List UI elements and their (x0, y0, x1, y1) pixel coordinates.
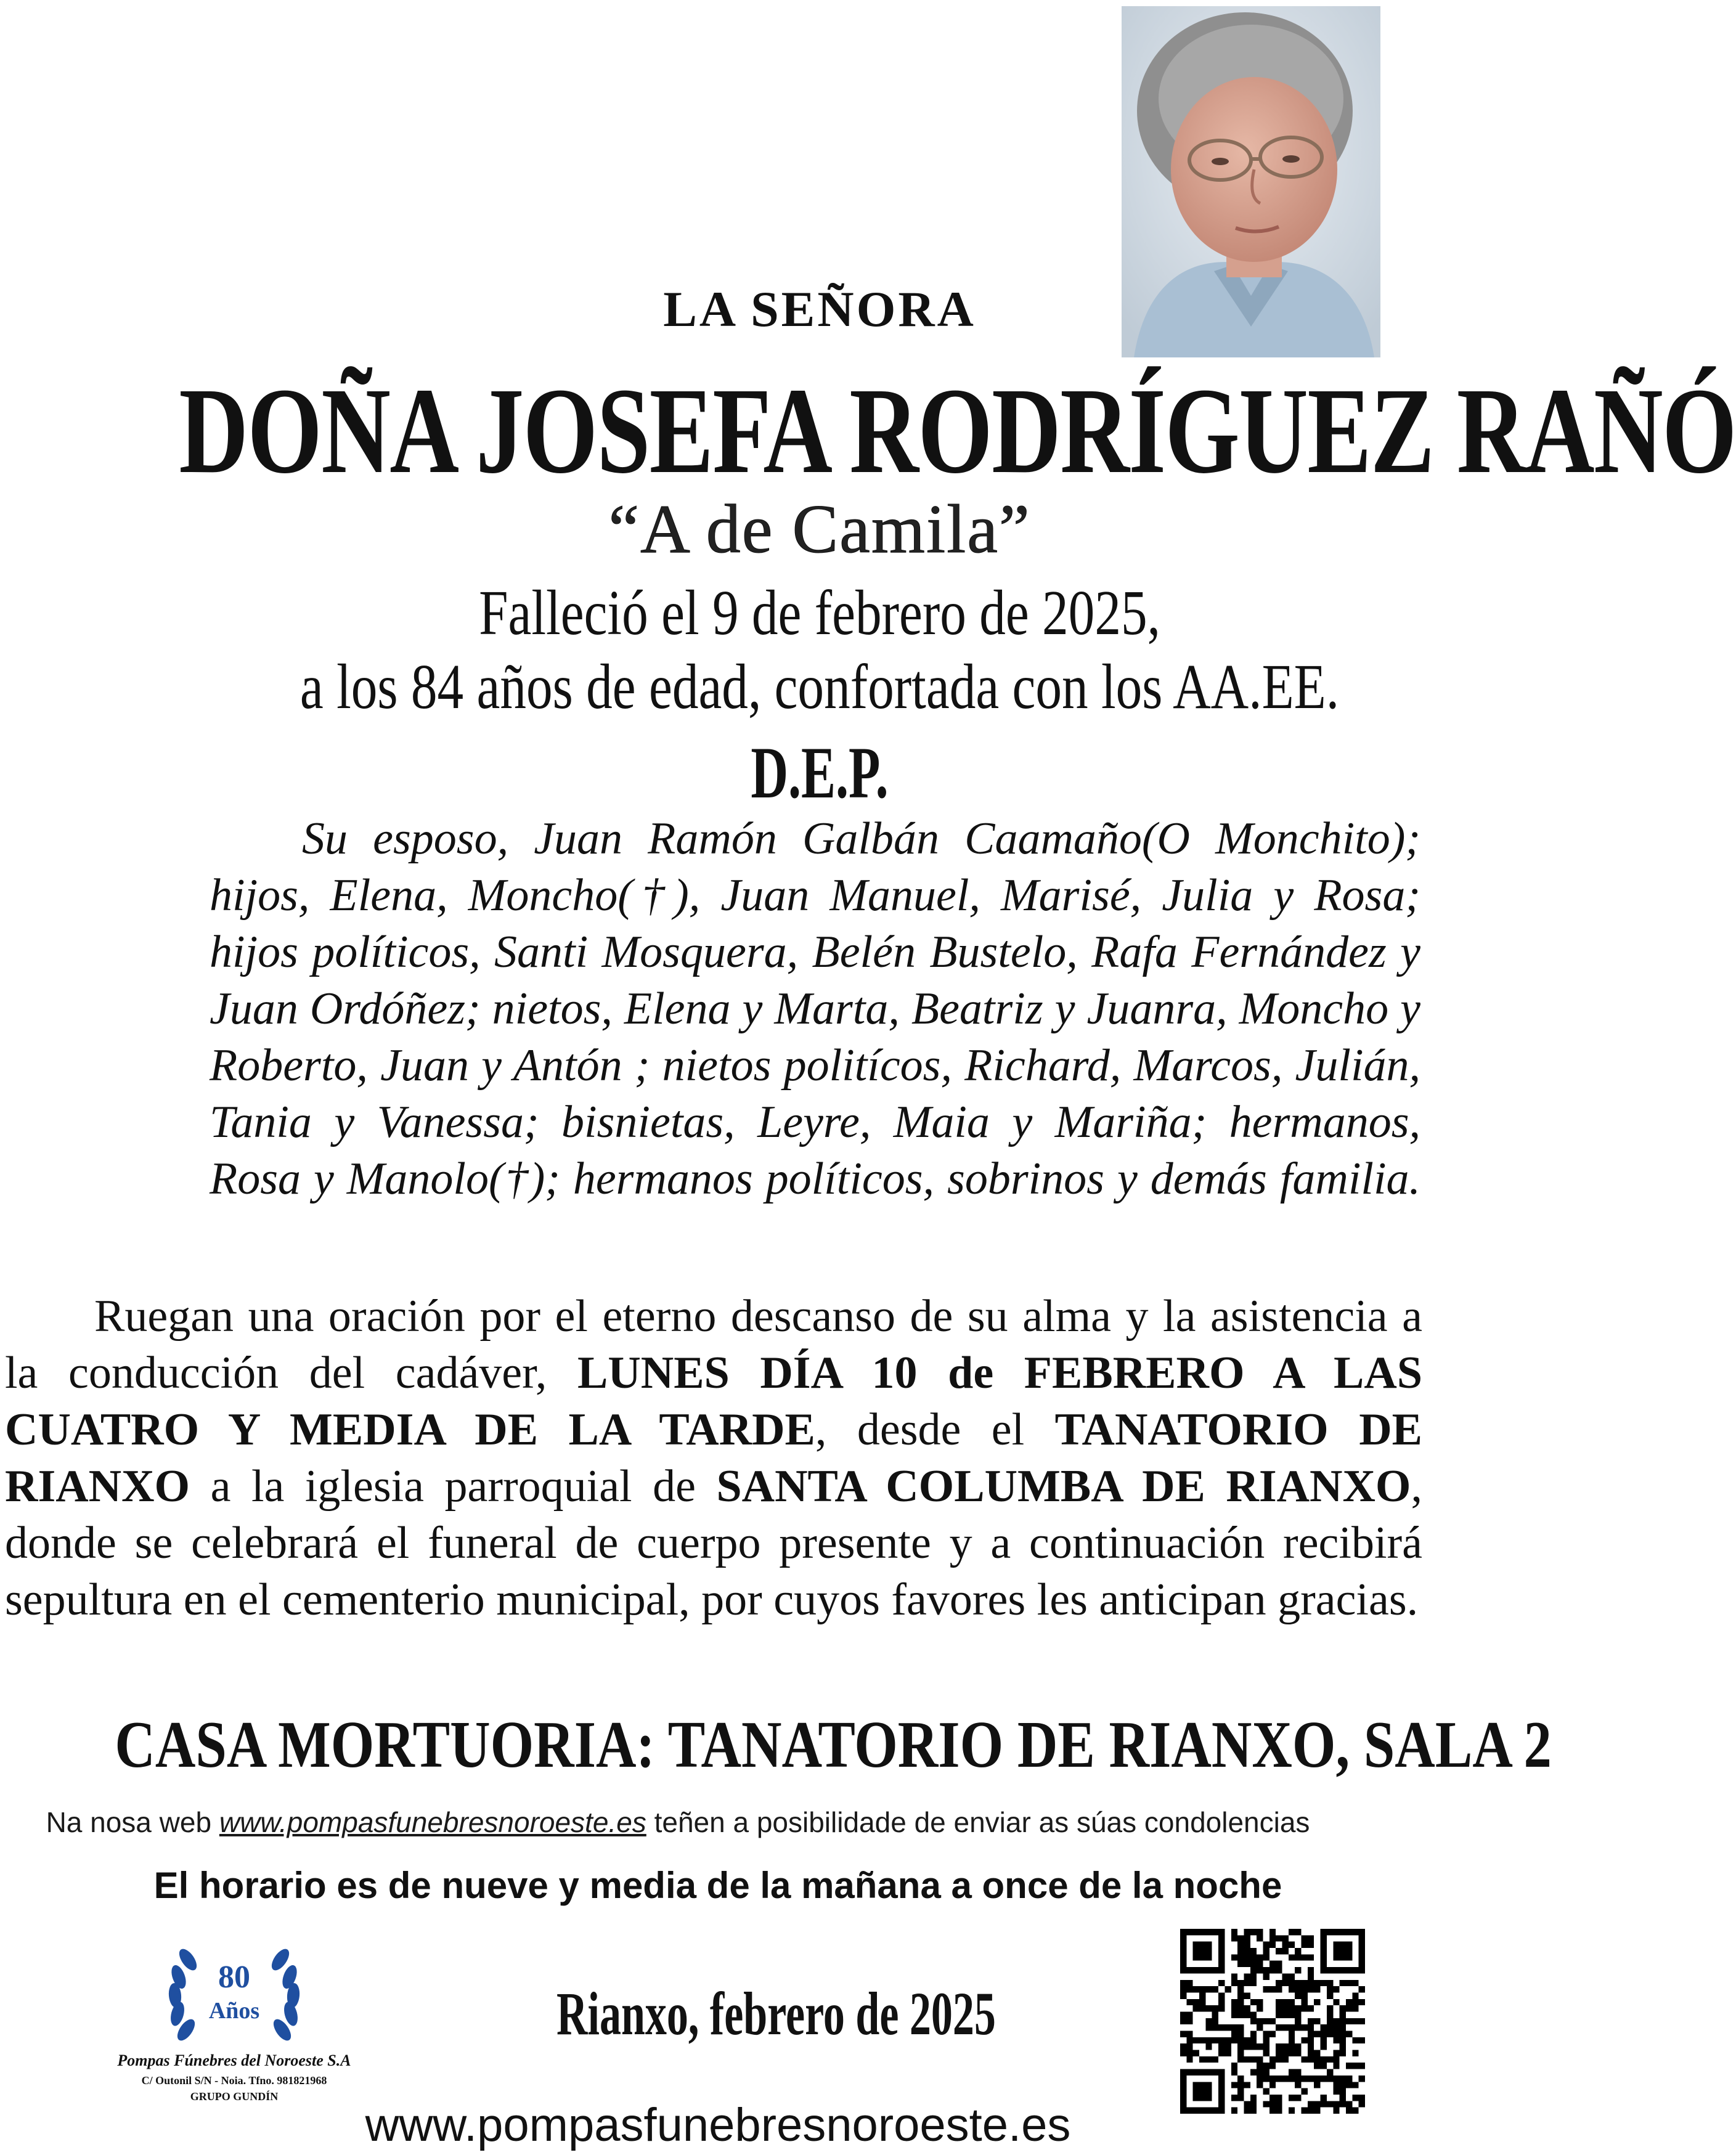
laurel-logo-icon (68, 1929, 401, 2108)
web-note-after: teñen a posibilidade de enviar as súas condolencias (646, 1806, 1310, 1838)
prayer-text-3: a la iglesia parroquial de (190, 1461, 717, 1512)
visiting-hours: El horario es de nueve y media de la mañana a once de la noche (153, 1865, 1282, 1906)
deceased-name: DOÑA JOSEFA RODRÍGUEZ RAÑÓ (179, 363, 1736, 499)
funeral-home-logo (68, 1929, 401, 2108)
funeral-origin: TANATORIO DE RIANXO (5, 1404, 1422, 1512)
web-note-before: Na nosa web (46, 1806, 219, 1838)
company-name: Pompas Fúnebres del Noroeste S.A (117, 2051, 351, 2069)
condolences-link[interactable]: www.pompasfunebresnoroeste.es (219, 1806, 646, 1838)
mortuary-house: CASA MORTUORIA: TANATORIO DE RIANXO, SALA 2 (115, 1708, 1552, 1782)
place-date: Rianxo, febrero de 2025 (556, 1979, 996, 2048)
badge-word: Años (208, 1998, 260, 2024)
death-date-line: Falleció el 9 de febrero de 2025, (479, 577, 1160, 648)
title-label: LA SEÑORA (663, 281, 976, 337)
footer-url[interactable]: www.pompasfunebresnoroeste.es (365, 2099, 1071, 2151)
family-paragraph (210, 810, 1420, 1207)
qr-code-icon (1180, 1929, 1365, 2114)
prayer-text-4: , donde se celebrará el funeral de cuerpo presente y a continuación recibirá sepultura en el cementerio municipal, por cuyos favores les anticipan gracias. (5, 1461, 1422, 1625)
badge-number: 80 (218, 1960, 250, 1995)
prayer-text-1: Ruegan una oración por el eterno descanso de su alma y la asistencia a la conducción del cadáver, (5, 1291, 1422, 1398)
family-text: Su esposo, Juan Ramón Galbán Caamaño(O Monchito); hijos, Elena, Moncho(†), Juan Manuel, Marisé, Julia y Rosa; hijos políticos, Santi Mosquera, Belén Bustelo, Rafa Fernández y Juan Ordóñez; nietos, Elena y Marta, Beatriz y Juanra, Moncho y Roberto, Juan y Antón ; nietos politícos, Richard, Marcos, Julián, Tania y Vanessa; bisnietas, Leyre, Maia y Mariña; hermanos, Rosa y Manolo(†); hermanos políticos, sobrinos y demás familia. (210, 813, 1420, 1204)
qr-code[interactable] (1180, 1929, 1365, 2114)
funeral-paragraph (5, 1288, 1422, 1628)
web-note (0, 1806, 1356, 1839)
prayer-text-2: , desde el (815, 1404, 1055, 1455)
age-line: a los 84 años de edad, confortada con los AA.EE. (300, 651, 1340, 722)
funeral-date-time: LUNES DÍA 10 de FEBRERO A LAS CUATRO Y MEDIA DE LA TARDE (5, 1348, 1422, 1455)
dep-heading: D.E.P. (751, 731, 889, 813)
company-address: C/ Outonil S/N - Noia. Tfno. 981821968 (141, 2074, 327, 2087)
funeral-church: SANTA COLUMBA DE RIANXO (716, 1461, 1411, 1512)
company-group: GRUPO GUNDÍN (190, 2090, 279, 2103)
nickname: “A de Camila” (608, 491, 1031, 568)
